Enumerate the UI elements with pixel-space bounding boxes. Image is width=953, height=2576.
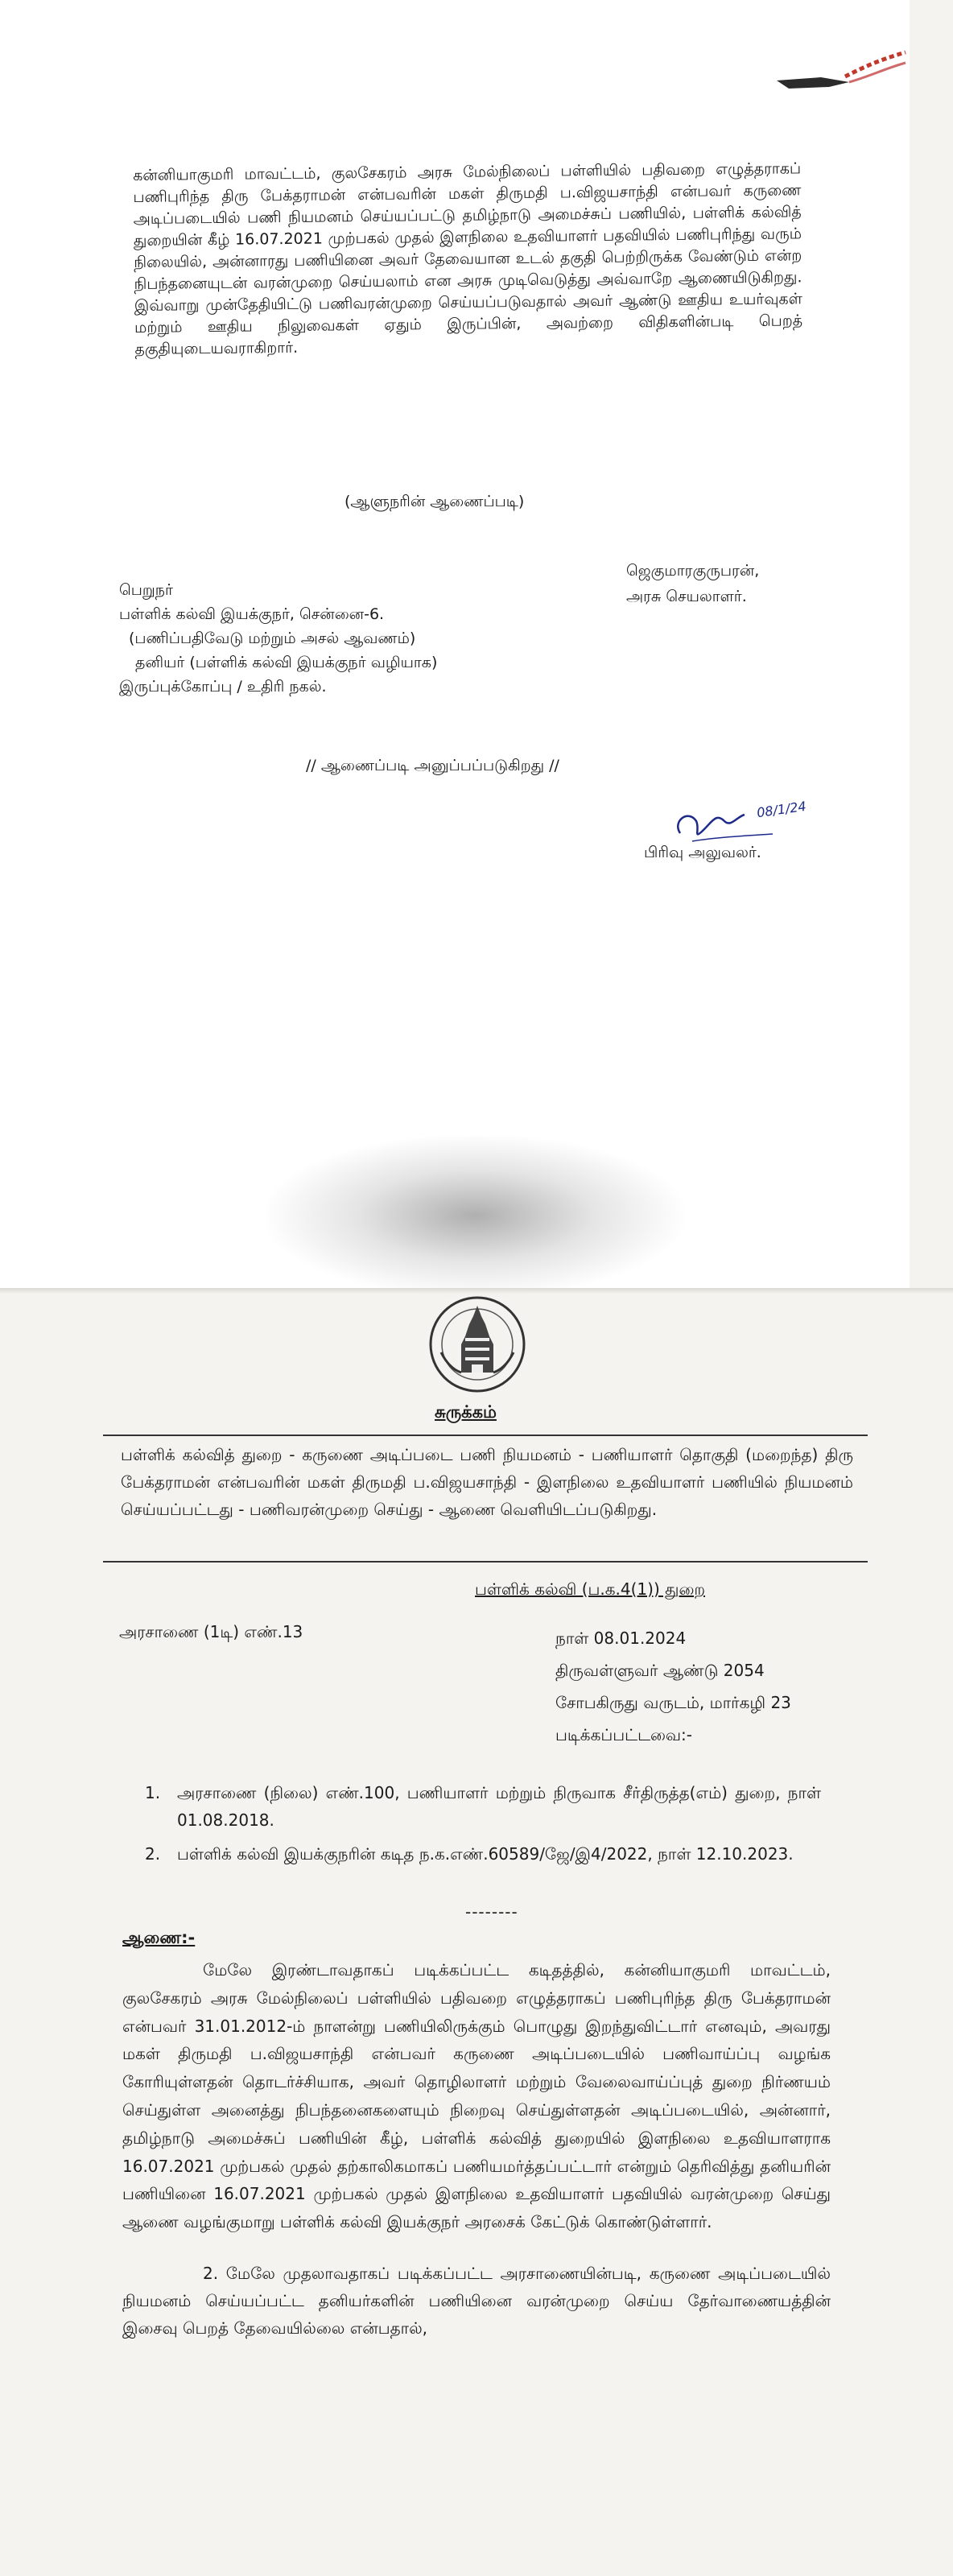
date-block [555,1622,877,1751]
tamil-nadu-emblem-icon [425,1288,530,1397]
recipient-3: தனியர் (பள்ளிக் கல்வி இயக்குநர் வழியாக) [135,654,438,671]
recipient-1: பள்ளிக் கல்வி இயக்குநர், சென்னை-6. [119,605,385,623]
reference-text: அரசாணை (நிலை) எண்.100, பணியாளர் மற்றும் நிருவாக சீர்திருத்த(எம்) துறை, நாள் 01.08.2018. [177,1783,821,1830]
abstract-text: பள்ளிக் கல்வித் துறை - கருணை அடிப்படை பணி நியமனம் - பணியாளர் தொகுதி (மறைந்த) திரு பேக்தராமன் என்பவரின் மகள் திருமதி ப.விஜயசாந்தி - இளநிலை உதவியாளர் பணியில் நியமனம் செய்யப்பட்டது - பணிவரன்முறை செய்து - ஆணை வெளியிடப்படுகிறது. [121,1445,853,1519]
reference-item [145,1779,821,1834]
recipient-2: (பணிப்பதிவேடு மற்றும் அசல் ஆவணம்) [129,630,416,647]
forwarded-line: // ஆணைப்படி அனுப்பப்படுகிறது // [306,757,559,774]
reference-number: 2. [145,1844,161,1864]
reference-number: 1. [145,1783,161,1802]
separator-dashes: -------- [465,1902,518,1922]
page1-paragraph: கன்னியாகுமரி மாவட்டம், குலசேகரம் அரசு மேல்நிலைப் பள்ளியில் பதிவறை எழுத்தராகப் பணிபுரிந்த திரு பேக்தராமன் என்பவரின் மகள் திருமதி ப.விஜயசாந்தி என்பவர் கருணை அடிப்படையில் பணி நியமனம் செய்யப்பட்டு தமிழ்நாடு அமைச்சுப் பணியில், பள்ளிக் கல்வித் துறையின் கீழ் 16.07.2021 முற்பகல் முதல் இளநிலை உதவியாளர் பதவியில் பணிபுரிந்து வரும் நிலையில், அன்னாரது பணியினை அவர் தேவையான உடல் தகுதி பெற்றிருக்க வேண்டும் என்ற நிபந்தனையுடன் வரன்முறை செய்யலாம் என அரசு முடிவெடுத்து அவ்வாறே ஆணையிடுகிறது. இவ்வாறு முன்தேதியிட்டு பணிவரன்முறை செய்யப்படுவதால் அவர் ஆண்டு ஊதிய உயர்வுகள் மற்றும் ஊதிய நிலுவைகள் ஏதும் இருப்பின், அவற்றை விதிகளின்படி பெறத் தகுதியுடையவராகிறார். [133,159,803,358]
signature-date: 08/1/24 [755,798,807,821]
order-heading: ஆணை:- [122,1928,196,1947]
read-label: படிக்கப்பட்டவை:- [555,1725,693,1744]
department-line: பள்ளிக் கல்வி (ப.க.4(1)) துறை [475,1579,705,1599]
order-paragraph-1: மேலே இரண்டாவதாகப் படிக்கப்பட்ட கடிதத்தில், கன்னியாகுமரி மாவட்டம், குலசேகரம் அரசு மேல்நிலைப் பள்ளியில் பதிவறை எழுத்தராகப் பணிபுரிந்த திரு பேக்தராமன் என்பவர் 31.01.2012-ம் நாளன்று பணியிலிருக்கும் பொழுது இறந்துவிட்டார் எனவும், அவரது மகள் திருமதி ப.விஜயசாந்தி என்பவர் கருணை அடிப்படையில் பணிவாய்ப்பு வழங்க கோரியுள்ளதன் தொடர்ச்சியாக, அவர் தொழிலாளர் மற்றும் வேலைவாய்ப்புத் துறை நிர்ணயம் செய்துள்ள அனைத்து நிபந்தனைகளையும் நிறைவு செய்துள்ளதன் அடிப்படையில், அன்னார், தமிழ்நாடு அமைச்சுப் பணியின் கீழ், பள்ளிக் கல்வித் துறையில் இளநிலை உதவியாளராக 16.07.2021 முற்பகல் முதல் தற்காலிகமாகப் பணியமர்த்தப்பட்டார் என்றும் தெரிவித்து தனியரின் பணியினை 16.07.2021 முற்பகல் முதல் இளநிலை உதவியாளர் பதவியில் வரன்முறை செய்து ஆணை வழங்குமாறு பள்ளிக் கல்வி இயக்குநர் அரசைக் கேட்டுக் கொண்டுள்ளார். [122,1960,831,2232]
pen-mark-icon [773,48,910,97]
go-number: அரசாணை (1டி) எண்.13 [119,1622,303,1641]
tamil-month: சோபகிருது வருடம், மார்கழி 23 [555,1693,791,1712]
order-paragraph-2: 2. மேலே முதலாவதாகப் படிக்கப்பட்ட அரசாணையின்படி, கருணை அடிப்படையில் நியமனம் செய்யப்பட்ட தனியர்களின் பணியினை வரன்முறை செய்ய தேர்வாணையத்தின் இசைவு பெறத் தேவையில்லை என்பதால், [122,2264,831,2338]
signatory-name: ஜெகுமாரகுருபரன், [626,562,760,580]
governor-order-line: (ஆளுநரின் ஆணைப்படி) [344,493,525,510]
recipients-block [119,578,570,699]
recipient-4: இருப்புக்கோப்பு / உதிரி நகல். [119,678,327,696]
to-label: பெறுநர் [119,581,173,599]
section-officer: பிரிவு அலுவலர். [644,844,761,861]
go-date: நாள் 08.01.2024 [555,1629,687,1648]
scan-smudge [266,1135,684,1296]
reference-text: பள்ளிக் கல்வி இயக்குநரின் கடித ந.க.எண்.60589/ஜே/இ4/2022, நாள் 12.10.2023. [177,1844,794,1864]
reference-item [145,1840,821,1868]
references-list [145,1779,821,1874]
signatory-designation: அரசு செயலாளர். [626,588,747,605]
tamil-year: திருவள்ளுவர் ஆண்டு 2054 [555,1661,765,1680]
abstract-heading: சுருக்கம் [435,1402,497,1422]
